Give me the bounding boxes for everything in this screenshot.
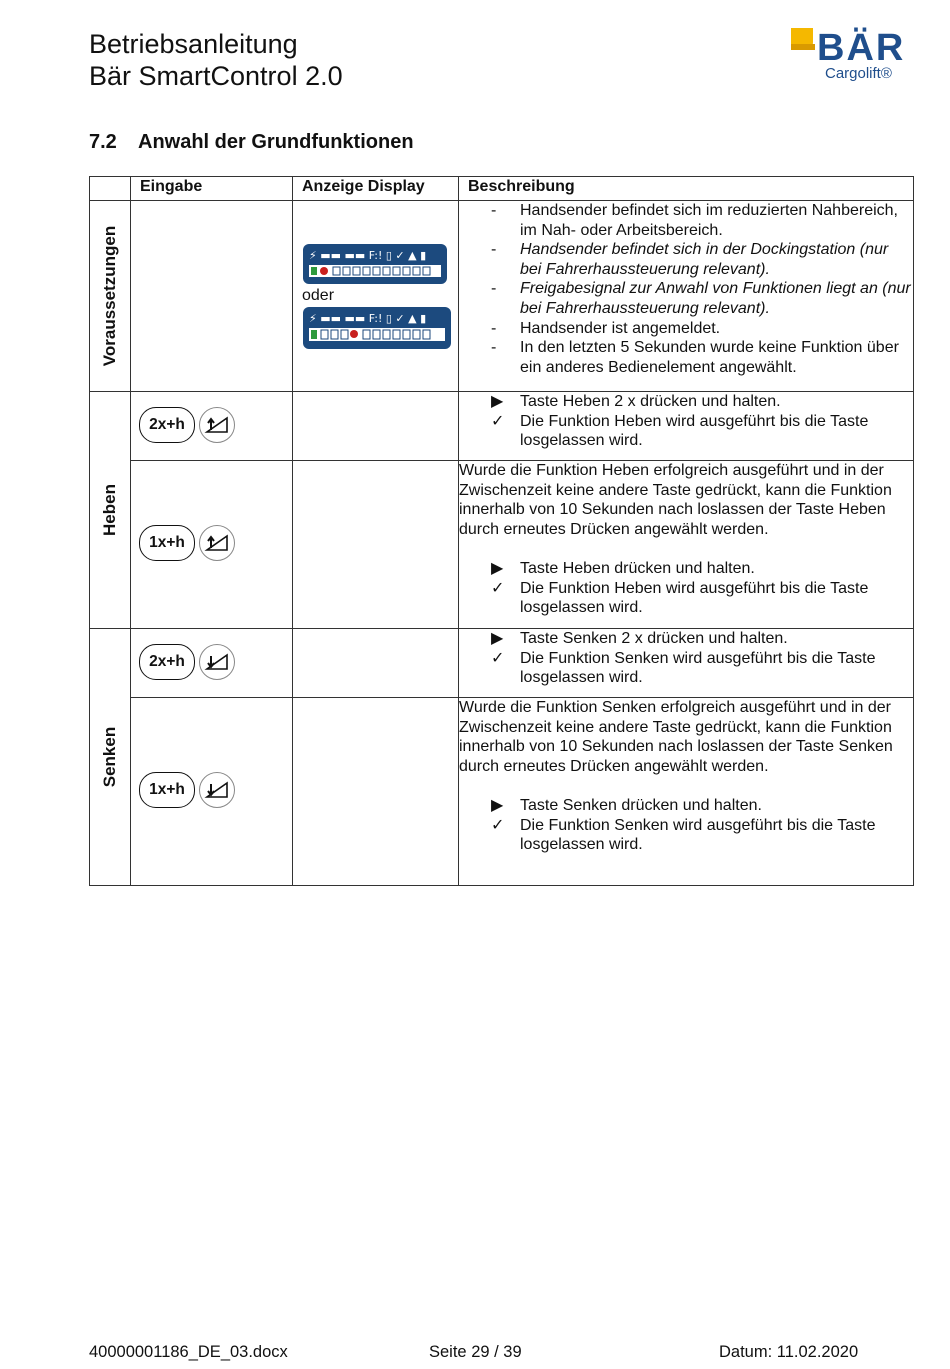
display-screen-1	[303, 244, 447, 284]
document-title	[89, 28, 343, 92]
key-combo-heben-2x	[139, 407, 235, 443]
list-item: - Freigabesignal zur Anwahl von Funktionen liegt an (nur bei Fahrerhaussteuerung relevant).	[491, 280, 911, 317]
label-voraussetzungen: Voraussetzungen	[100, 225, 120, 367]
senken-steps-list	[459, 629, 913, 688]
list-item: ✓ Die Funktion Senken wird ausgeführt bis die Taste losgelassen wird.	[491, 816, 876, 854]
footer-page: Seite 29 / 39	[429, 1343, 522, 1361]
footer-docname: 40000001186_DE_03.docx	[89, 1343, 288, 1361]
list-item: - Handsender befindet sich im reduzierten Nahbereich, im Nah- oder Arbeitsbereich.	[491, 202, 898, 239]
lift-up-icon	[199, 407, 235, 443]
row-voraussetzungen	[90, 201, 914, 392]
section-heading	[89, 131, 414, 154]
key-count-label: 1x+h	[139, 772, 195, 808]
lift-down-icon	[199, 772, 235, 808]
list-item: ✓ Die Funktion Heben wird ausgeführt bis die Taste losgelassen wird.	[491, 412, 869, 450]
list-item: - In den letzten 5 Sekunden wurde keine Funktion über ein anderes Bedienelement angewählt.	[491, 339, 899, 376]
function-table	[89, 176, 914, 886]
svg-text:⚡ ▬▬ ▬▬ F:! ▯ ✓ ▲ ▮: ⚡ ▬▬ ▬▬ F:! ▯ ✓ ▲ ▮	[309, 249, 427, 262]
list-item: ✓ Die Funktion Senken wird ausgeführt bis die Taste losgelassen wird.	[491, 649, 876, 687]
voraussetzungen-list	[459, 201, 913, 377]
table-header-row	[90, 177, 914, 201]
key-combo-senken-2x	[139, 644, 235, 680]
svg-text:⚡ ▬▬ ▬▬ F:! ▯ ✓ ▲ ▮: ⚡ ▬▬ ▬▬ F:! ▯ ✓ ▲ ▮	[309, 312, 427, 325]
svg-text:Cargolift®: Cargolift®	[825, 65, 892, 82]
list-item: ▶ Taste Senken 2 x drücken und halten.	[491, 630, 788, 647]
list-item: ▶ Taste Heben 2 x drücken und halten.	[491, 393, 781, 410]
list-item: ▶ Taste Senken drücken und halten.	[491, 796, 762, 814]
display-or-text: oder	[302, 287, 335, 304]
list-item: ✓ Die Funktion Heben wird ausgeführt bis die Taste losgelassen wird.	[491, 579, 869, 617]
heben-repeat-steps-list	[459, 559, 913, 618]
svg-text:BÄR: BÄR	[817, 27, 906, 69]
senken-repeat-paragraph: Wurde die Funktion Senken erfolgreich ausgeführt und in der Zwischenzeit keine andere Taste gedrückt, kann die Funktion innerhalb von 10 Sekunden nach loslassen der Taste Senken durch erneutes Drücken angewählt werden.	[459, 699, 893, 775]
label-heben: Heben	[100, 484, 120, 536]
row-senken-2	[90, 698, 914, 886]
key-combo-senken-1x	[139, 772, 235, 808]
footer-date: Datum: 11.02.2020	[719, 1343, 859, 1361]
section-number: 7.2	[89, 131, 117, 153]
heben-steps-list	[459, 392, 913, 451]
list-item: ▶ Taste Heben drücken und halten.	[491, 559, 755, 577]
row-heben-2	[90, 461, 914, 629]
list-item: - Handsender ist angemeldet.	[491, 319, 721, 337]
header-beschreibung: Beschreibung	[459, 177, 914, 201]
baer-cargolift-logo	[789, 20, 939, 84]
key-combo-heben-1x	[139, 525, 235, 561]
section-title: Anwahl der Grundfunktionen	[138, 131, 414, 153]
senken-repeat-steps-list	[459, 796, 913, 855]
header-eingabe: Eingabe	[131, 177, 293, 201]
lift-down-icon	[199, 644, 235, 680]
key-count-label: 2x+h	[139, 407, 195, 443]
lift-up-icon	[199, 525, 235, 561]
row-heben-1	[90, 392, 914, 461]
key-count-label: 2x+h	[139, 644, 195, 680]
label-senken: Senken	[100, 726, 120, 788]
header-anzeige: Anzeige Display	[293, 177, 459, 201]
title-line-1: Betriebsanleitung	[89, 29, 298, 59]
title-line-2: Bär SmartControl 2.0	[89, 61, 343, 91]
display-screen-2	[303, 307, 451, 349]
list-item: - Handsender befindet sich in der Dockingstation (nur bei Fahrerhaussteuerung relevant).	[491, 241, 889, 278]
row-senken-1	[90, 629, 914, 698]
key-count-label: 1x+h	[139, 525, 195, 561]
heben-repeat-paragraph: Wurde die Funktion Heben erfolgreich ausgeführt und in der Zwischenzeit keine andere Taste gedrückt, kann die Funktion innerhalb von 10 Sekunden nach loslassen der Taste Heben durch erneutes Drücken angewählt werden.	[459, 462, 892, 538]
